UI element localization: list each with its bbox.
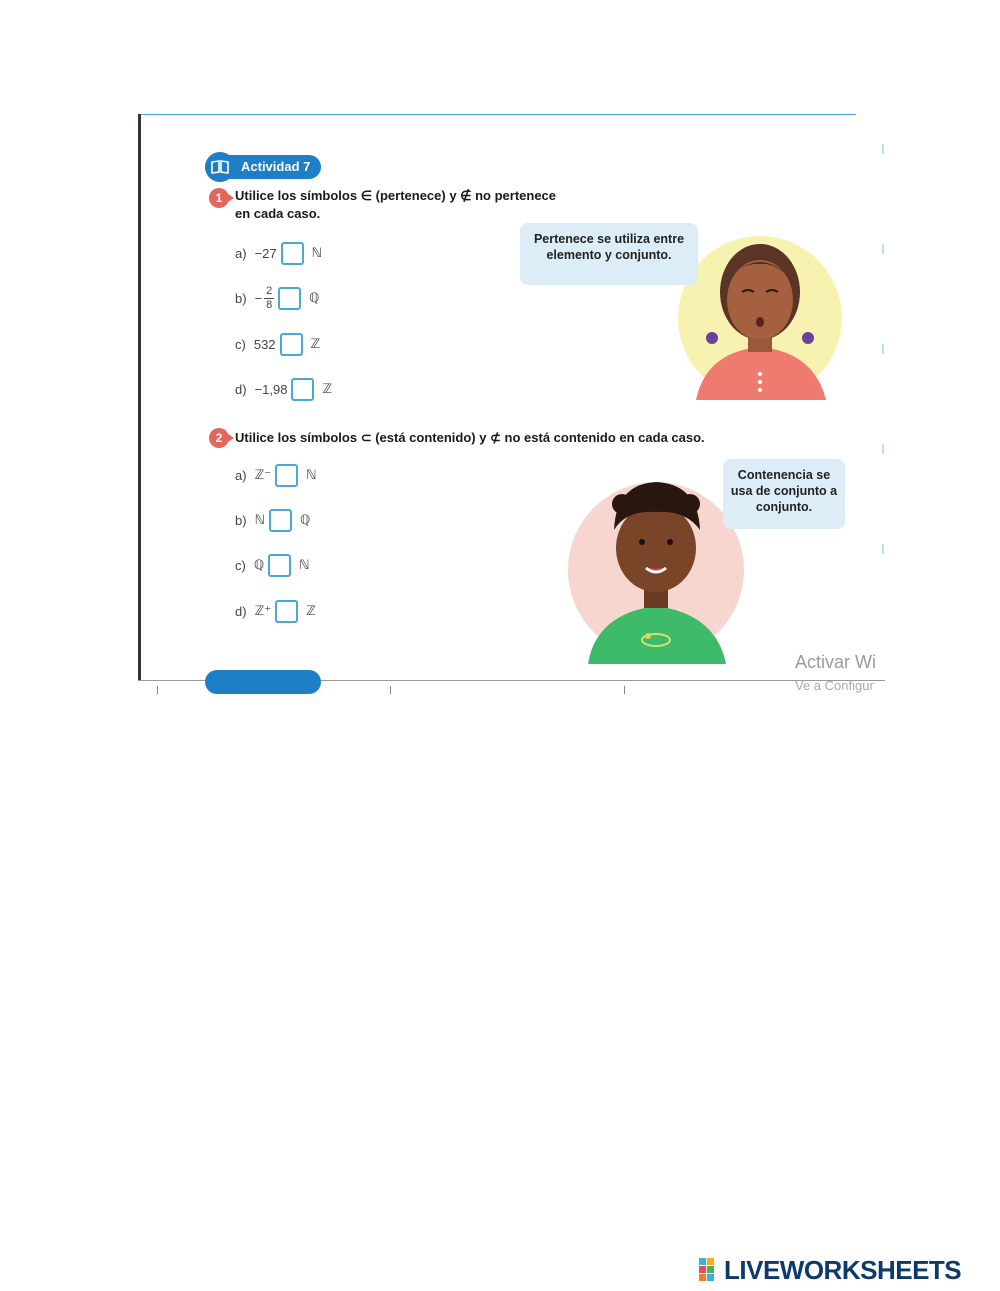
item-set: ℕ	[311, 245, 323, 260]
next-activity-badge	[205, 670, 321, 694]
item-label: c)	[235, 336, 246, 352]
answer-box[interactable]	[275, 600, 298, 623]
answer-box[interactable]	[280, 333, 303, 356]
top-border	[138, 114, 856, 115]
item-set-left: ℕ	[254, 512, 265, 527]
question-1-line-2: en cada caso.	[235, 206, 321, 221]
q1-item-a	[235, 240, 322, 266]
worksheet-image	[138, 114, 885, 693]
item-set: ℚ	[309, 290, 320, 305]
item-set-left: ℚ	[253, 557, 265, 572]
q1-item-d	[235, 376, 332, 402]
q1-item-b	[235, 285, 319, 311]
answer-box[interactable]	[291, 378, 314, 401]
answer-box[interactable]	[275, 464, 298, 487]
speech-bubble-1: Pertenece se utiliza entre elemento y conjunto.	[520, 223, 698, 285]
answer-box[interactable]	[268, 554, 291, 577]
item-label: d)	[235, 603, 247, 619]
item-label: d)	[235, 381, 247, 397]
item-set-left: ℤ⁺	[254, 603, 272, 618]
item-set-right: ℤ	[306, 603, 316, 618]
answer-box[interactable]	[278, 287, 301, 310]
item-label: a)	[235, 467, 247, 483]
activity-title: Actividad 7	[241, 159, 311, 174]
item-element: −27	[254, 245, 277, 261]
fraction	[264, 286, 274, 311]
boy-illustration	[566, 464, 748, 664]
book-icon	[205, 152, 235, 182]
question-1-number: 1	[209, 188, 229, 208]
item-set: ℤ	[322, 381, 333, 396]
item-label: b)	[235, 290, 247, 306]
fraction-denominator: 8	[266, 298, 273, 311]
item-set-right: ℕ	[306, 467, 317, 482]
item-label: a)	[235, 245, 247, 261]
item-set: ℤ	[310, 336, 321, 351]
question-1-line-1: Utilice los símbolos ∈ (pertenece) y ∉ no pertenece	[235, 188, 557, 203]
brand-name: LIVEWORKSHEETS	[724, 1254, 962, 1285]
answer-box[interactable]	[269, 509, 292, 532]
girl-illustration	[676, 222, 846, 402]
speech-bubble-2: Contenencia se usa de conjunto a conjunto.	[723, 459, 845, 529]
q2-item-d	[235, 598, 316, 624]
item-label: b)	[235, 512, 247, 528]
q1-item-c	[235, 331, 320, 357]
q2-item-a	[235, 462, 317, 488]
question-2-number: 2	[209, 428, 229, 448]
item-set-left: ℤ⁻	[254, 467, 272, 482]
liveworksheets-logo	[698, 1255, 961, 1285]
item-sign: −	[254, 290, 263, 306]
item-element: −1,98	[254, 381, 288, 397]
logo-icon	[698, 1257, 724, 1283]
left-border	[138, 114, 141, 681]
windows-activation-subtext: Ve a Configur	[795, 678, 874, 693]
item-label: c)	[235, 557, 246, 573]
answer-box[interactable]	[281, 242, 304, 265]
item-set-right: ℕ	[299, 557, 310, 572]
question-1-text	[235, 187, 556, 223]
activity-badge	[205, 155, 321, 179]
item-element: 532	[253, 336, 276, 352]
q2-item-c	[235, 552, 310, 578]
fraction-numerator: 2	[266, 284, 273, 297]
windows-activation-watermark: Activar Wi	[795, 652, 876, 672]
question-2-text: Utilice los símbolos ⊂ (está contenido) y ⊄ no está contenido en cada caso.	[235, 430, 705, 445]
item-set-right: ℚ	[299, 512, 311, 527]
q2-item-b	[235, 507, 310, 533]
